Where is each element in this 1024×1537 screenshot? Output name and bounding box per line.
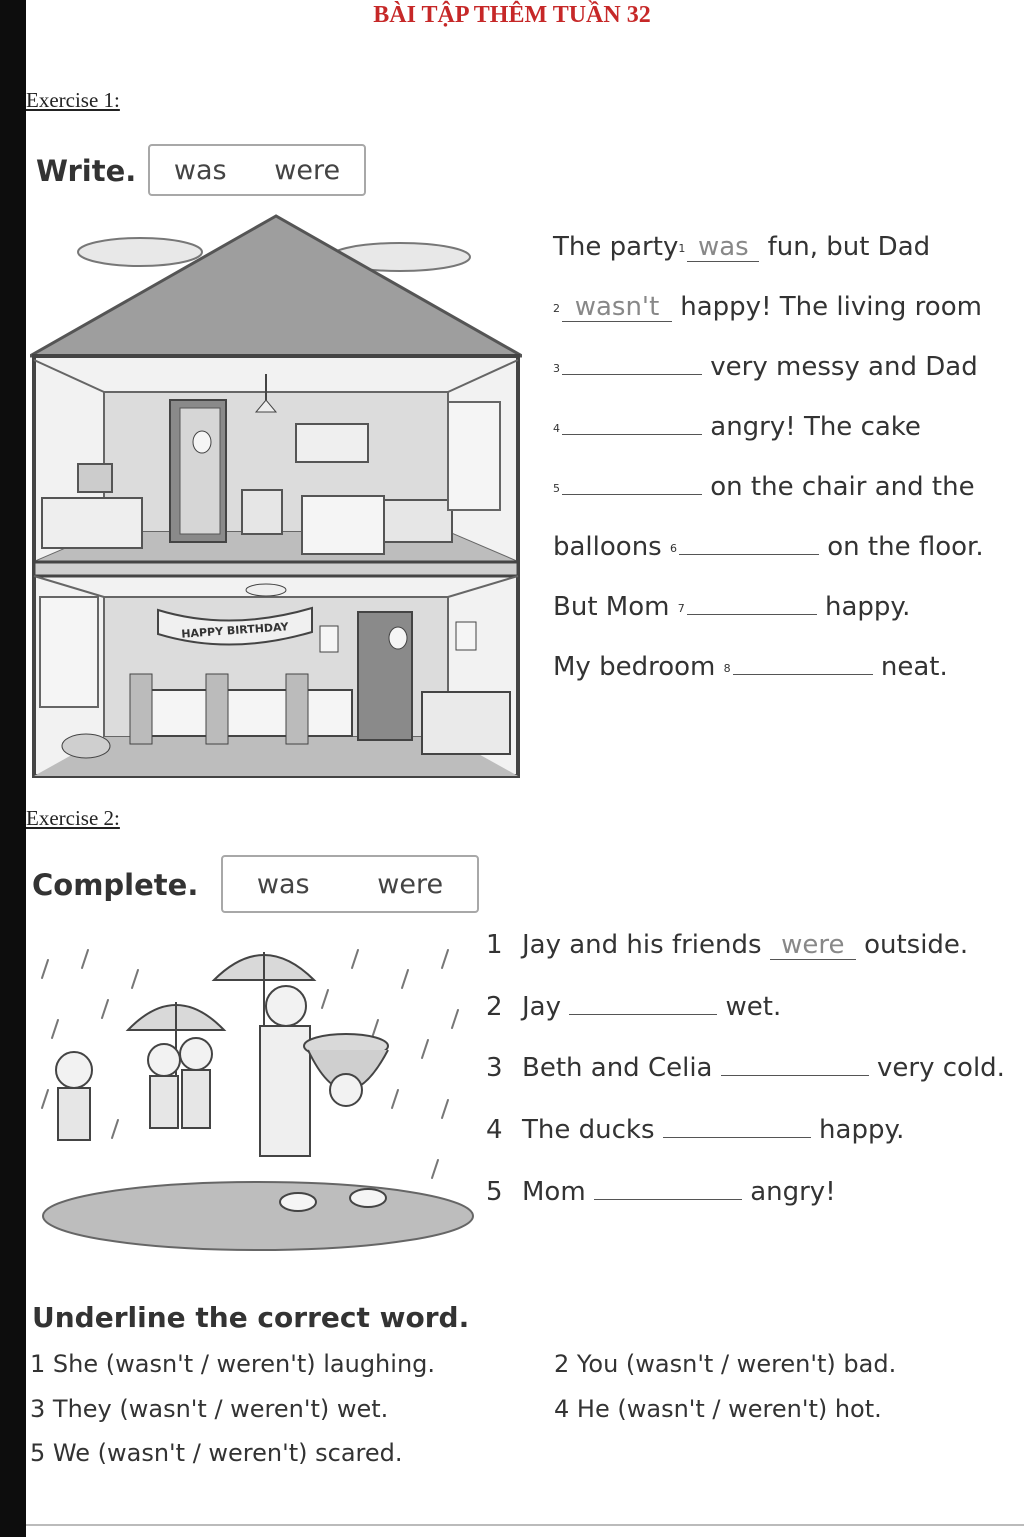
ex1-line-8: My bedroom $^8$ neat. (553, 652, 948, 682)
ex1-line-4: $^4$ angry! The cake (553, 412, 921, 442)
word-was: was (256, 868, 310, 900)
ex3-item-3: 3 They (wasn't / weren't) wet. (30, 1395, 389, 1423)
birthday-banner-text: HAPPY BIRTHDAY (180, 620, 289, 641)
ex2-line-5: 5 Mom angry! (486, 1177, 836, 1207)
ex2-line-4: 4 The ducks happy. (486, 1115, 905, 1145)
word-was: was (173, 154, 227, 186)
ex1-blank-6[interactable] (679, 554, 819, 555)
exercise1-label: Exercise 1: (26, 88, 120, 112)
word-were: were (377, 868, 444, 900)
exercise1-word-box (148, 144, 366, 196)
word-were: were (274, 154, 341, 186)
ex1-blank-5[interactable] (562, 494, 702, 495)
ex1-line-6: balloons $^6$ on the floor. (553, 532, 984, 562)
ex1-line-3: $^3$ very messy and Dad (553, 352, 978, 382)
exercise2-instruction: Complete. (32, 868, 199, 902)
ex2-blank-4[interactable] (663, 1137, 811, 1138)
ex2-line-1: 1 Jay and his friends were outside. (486, 930, 969, 960)
page-title: BÀI TẬP THÊM TUẦN 32 (373, 2, 651, 28)
ex2-blank-1[interactable]: were (770, 931, 856, 960)
ex1-line-1: The party$^1$ was fun, but Dad (553, 232, 931, 262)
ex3-item-4: 4 He (wasn't / weren't) hot. (554, 1395, 882, 1423)
ex1-line-5: $^5$ on the chair and the (553, 472, 975, 502)
ex1-blank-8[interactable] (733, 674, 873, 675)
ex2-line-2: 2 Jay wet. (486, 992, 782, 1022)
left-margin-bar (0, 0, 26, 1537)
ex3-item-1: 1 She (wasn't / weren't) laughing. (30, 1350, 436, 1378)
ex2-line-3: 3 Beth and Celia very cold. (486, 1053, 1005, 1083)
ex2-blank-2[interactable] (569, 1014, 717, 1015)
exercise2-word-box (221, 855, 479, 913)
ex1-line-7: But Mom $^7$ happy. (553, 592, 911, 622)
bottom-divider (26, 1524, 1024, 1526)
ex2-blank-3[interactable] (721, 1075, 869, 1076)
ex3-item-2: 2 You (wasn't / weren't) bad. (554, 1350, 897, 1378)
ex1-blank-1[interactable]: was (687, 233, 759, 262)
ex2-blank-5[interactable] (594, 1199, 742, 1200)
ex1-blank-3[interactable] (562, 374, 702, 375)
exercise3-instruction: Underline the correct word. (32, 1301, 470, 1334)
ex1-blank-7[interactable] (687, 614, 817, 615)
exercise1-instruction: Write. (36, 154, 137, 188)
exercise2-label: Exercise 2: (26, 806, 120, 830)
ex3-item-5: 5 We (wasn't / weren't) scared. (30, 1439, 403, 1467)
rain-illustration (28, 930, 480, 1256)
ex1-blank-4[interactable] (562, 434, 702, 435)
house-illustration (30, 212, 522, 782)
ex1-blank-2[interactable]: wasn't (562, 293, 672, 322)
ex1-line-2: $^2$ wasn't happy! The living room (553, 292, 982, 322)
